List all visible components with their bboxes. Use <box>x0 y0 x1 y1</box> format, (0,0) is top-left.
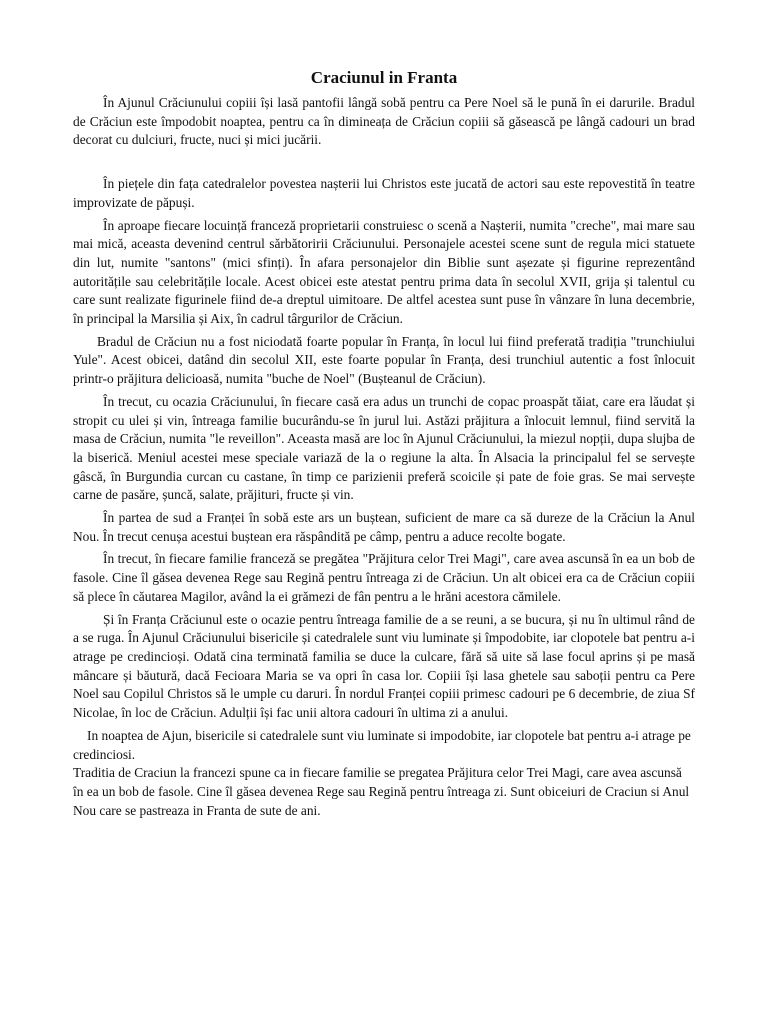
paragraph-bradul: Bradul de Crăciun nu a fost niciodată foarte popular în Franța, în locul lui fiind preferată tradiția "trunchiului Yule". Acest obicei, datând din secolul XII, este foarte popular în Franța, desi trunchiul autentic a fost înlocuit printr-o prăjitura delicioasă, numita "buche de Noel" (Bușteanul de Crăciun). <box>73 333 695 387</box>
paragraph-creche: În aproape fiecare locuință franceză proprietarii construiesc o scenă a Nașterii, numita "creche", mai mare sau mai mică, aceasta devenind centrul sărbătoririi Crăciunului. Personajele acestei scene sunt de regula mici statuete din lut, numite "santons" (mici sfinți). În afara personajelor din Biblie sunt așezate și figurine reprezentând autoritățile sau celebritățile locale. Acest obicei este atestat pentru prima data în secolul XVII, grija și talentul cu care sunt realizate figurinele fiind de-a dreptul uimitoare. De altfel acestea sunt puse în vânzare în luna decembrie, în principal la Marsilia și Aix, în cadrul târgurilor de Crăciun. <box>73 217 695 327</box>
paragraph-ajun: In noaptea de Ajun, bisericile si catedralele sunt viu luminate si impodobite, iar clopotele bat pentru a-i atrage pe credinciosi. <box>73 727 691 762</box>
paragraph-trei-magi: În trecut, în fiecare familie franceză se pregătea "Prăjitura celor Trei Magi", care avea ascunsă în ea un bob de fasole. Cine îl găsea devenea Rege sau Regină pentru întreaga zi de Crăciun. Un alt obicei era ca de Crăciun copiii să plece în căutarea Magilor, având la ei grămezi de fân pentru a le hrăni acestora cămilele. <box>73 551 695 604</box>
document-title: Craciunul in Franta <box>310 68 458 87</box>
paragraph-pantofi: În Ajunul Crăciunului copiii își lasă pantofii lângă sobă pentru ca Pere Noel să le pună în ei darurile. Bradul de Crăciun este împodobit noaptea, pentru ca în dimineața de Crăciun copiii să găsească pe lângă cadouri un brad decorat cu dulciuri, fructe, nuci și mici jucării. <box>73 95 695 148</box>
paragraph-familie: Și în Franța Crăciunul este o ocazie pentru întreaga familie de a se reuni, a se bucura, și nu în ultimul rând de a se ruga. În Ajunul Crăciunului bisericile și catedralele sunt viu luminate și împodobite, iar clopotele bat pentru a-i atrage pe credincioși. Odată cina terminată familia se duce la culcare, fără să uite să lase focul aprins și pe masă mâncare și băutură, dacă Fecioara Maria se va opri în casa lor. Copiii își lasa ghetele sau saboții pentru ca Pere Noel sau Copilul Christos să le umple cu daruri. În nordul Franței copiii primesc cadouri pe 6 decembrie, de ziua Sf Nicolae, în loc de Crăciun. Adulții își fac unii altora cadouri în ultima zi a anului. <box>73 611 695 721</box>
paragraph-traditia: Traditia de Craciun la francezi spune ca in fiecare familie se pregatea Prăjitura celor Trei Magi, care avea ascunsă în ea un bob de fasole. Cine îl găsea devenea Rege sau Regină pentru întreaga zi. Sunt obiceiuri de Craciun si Anul Nou care se pastreaza in Franta de sute de ani. <box>73 765 690 818</box>
paragraph-trunchi: În trecut, cu ocazia Crăciunului, în fiecare casă era adus un trunchi de copac proaspăt tăiat, care era lăudat și stropit cu ulei și vin, întreaga familie bucurându-se în jurul lui. Astăzi prăjitura a înlocuit lemnul, fiind servită la masa de Crăciun, numita "le reveillon". Aceasta masă are loc în Ajunul Crăciunului, la miezul nopții, dupa slujba de la biserică. Meniul acestei mese speciale variază de la o regiune la alta. În Alsacia la principalul fel se servește gâscă, în Burgundia curcan cu castane, în timp ce parizienii preferă scoicile și pate de foie gras. Se mai servește carne de pasăre, șuncă, salate, prăjituri, fructe și vin. <box>73 393 695 503</box>
document-page <box>73 66 695 820</box>
paragraph-bustean: În partea de sud a Franței în sobă este ars un buștean, suficient de mare ca să dureze de la Crăciun la Anul Nou. În trecut cenușa acestui buștean era răspândită pe câmp, pentru a aduce recolte bogate. <box>73 510 695 544</box>
paragraph-pietele: În piețele din fața catedralelor povestea nașterii lui Christos este jucată de actori sau este repovestită în teatre improvizate de păpuși. <box>73 176 695 210</box>
